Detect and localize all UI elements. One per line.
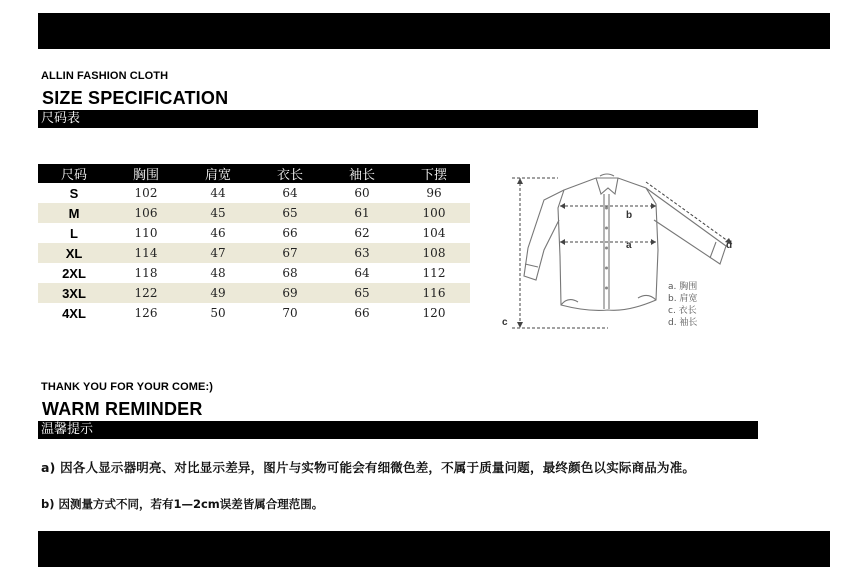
table-row [38, 263, 470, 283]
shirt-placket [604, 194, 609, 309]
cell-chest: 126 [134, 306, 158, 320]
right-cuff-line [710, 242, 716, 258]
cell-shoulder: 45 [182, 203, 254, 223]
cell-chest: 118 [134, 266, 158, 280]
table-row [38, 283, 470, 303]
shirt-collar [596, 178, 618, 194]
cell-hem: 120 [422, 306, 446, 320]
cell-shoulder: 46 [210, 226, 226, 240]
cell-sleeve: 64 [354, 266, 370, 280]
marker-d: d [726, 240, 733, 251]
cell-chest: 114 [110, 243, 182, 263]
warm-reminder-subtitle-bar: 温馨提示 [38, 421, 758, 439]
cell-shoulder: 50 [210, 306, 226, 320]
warm-reminder-title: WARM REMINDER [42, 399, 203, 419]
cell-size: 4XL [62, 305, 86, 321]
left-sleeve-outline [524, 190, 564, 280]
cell-hem: 116 [398, 283, 470, 303]
size-spec-subtitle-bar: 尺码表 [38, 110, 758, 128]
cell-hem: 108 [398, 243, 470, 263]
cell-shoulder: 47 [182, 243, 254, 263]
note-a: a) 因各人显示器明亮、对比显示差异，图片与实物可能会有细微色差，不属于质量问题，最终颜色以实际商品为准。 [41, 460, 696, 475]
cell-sleeve: 61 [326, 203, 398, 223]
table-row [38, 303, 470, 323]
cell-shoulder: 48 [210, 266, 226, 280]
table-row [38, 223, 470, 243]
cell-length: 69 [254, 283, 326, 303]
collar-band [600, 174, 614, 176]
thank-you-text: THANK YOU FOR YOUR COME:) [41, 381, 213, 393]
cell-length: 66 [282, 226, 298, 240]
measure-line-d [646, 182, 732, 244]
cell-size: XL [38, 243, 110, 263]
cell-hem: 112 [422, 266, 446, 280]
cell-sleeve: 63 [326, 243, 398, 263]
legend-a: a. 胸围 [668, 282, 698, 292]
legend-c: c. 衣长 [668, 306, 697, 316]
legend-d: d. 袖长 [668, 318, 698, 328]
cell-sleeve: 60 [354, 186, 370, 200]
cell-sleeve: 66 [354, 306, 370, 320]
cell-chest: 102 [134, 186, 158, 200]
cell-shoulder: 44 [210, 186, 226, 200]
header-chest: 胸围 [110, 164, 182, 183]
marker-b: b [626, 210, 633, 221]
cell-size: L [70, 225, 78, 241]
top-banner-bar [38, 13, 830, 49]
left-cuff-line [525, 264, 538, 267]
measure-arrowheads [517, 178, 732, 328]
table-row [38, 203, 470, 223]
cell-hem: 96 [426, 186, 442, 200]
shirt-body-outline [558, 178, 658, 310]
cell-size: 2XL [62, 265, 86, 281]
cell-size: 3XL [38, 283, 110, 303]
shirt-buttons [605, 207, 608, 290]
cell-sleeve: 65 [326, 283, 398, 303]
cell-size: M [38, 203, 110, 223]
shirt-measurement-diagram [498, 168, 753, 338]
cell-shoulder: 49 [182, 283, 254, 303]
bottom-banner-bar [38, 531, 830, 567]
cell-hem: 100 [398, 203, 470, 223]
size-table [38, 164, 470, 323]
cell-length: 67 [254, 243, 326, 263]
size-spec-title: SIZE SPECIFICATION [42, 88, 229, 108]
legend-b: b. 肩宽 [668, 294, 698, 304]
cell-length: 70 [282, 306, 298, 320]
cell-size: S [69, 185, 79, 201]
header-shoulder: 肩宽 [182, 164, 254, 183]
header-size: 尺码 [38, 164, 110, 183]
header-hem: 下摆 [398, 164, 470, 183]
cell-length: 65 [254, 203, 326, 223]
cell-sleeve: 62 [354, 226, 370, 240]
cell-chest: 110 [134, 226, 158, 240]
header-length: 衣长 [254, 164, 326, 183]
cell-chest: 106 [110, 203, 182, 223]
cell-length: 64 [282, 186, 298, 200]
marker-a: a [626, 240, 632, 251]
header-sleeve: 袖长 [326, 164, 398, 183]
cell-chest: 122 [110, 283, 182, 303]
cell-length: 68 [282, 266, 298, 280]
brand-name: ALLIN FASHION CLOTH [41, 70, 169, 82]
note-b: b) 因测量方式不同，若有1—2cm误差皆属合理范围。 [41, 497, 324, 511]
marker-c: c [502, 317, 508, 328]
table-row [38, 183, 470, 203]
cell-hem: 104 [422, 226, 446, 240]
table-row [38, 243, 470, 263]
size-table-header [38, 164, 470, 183]
